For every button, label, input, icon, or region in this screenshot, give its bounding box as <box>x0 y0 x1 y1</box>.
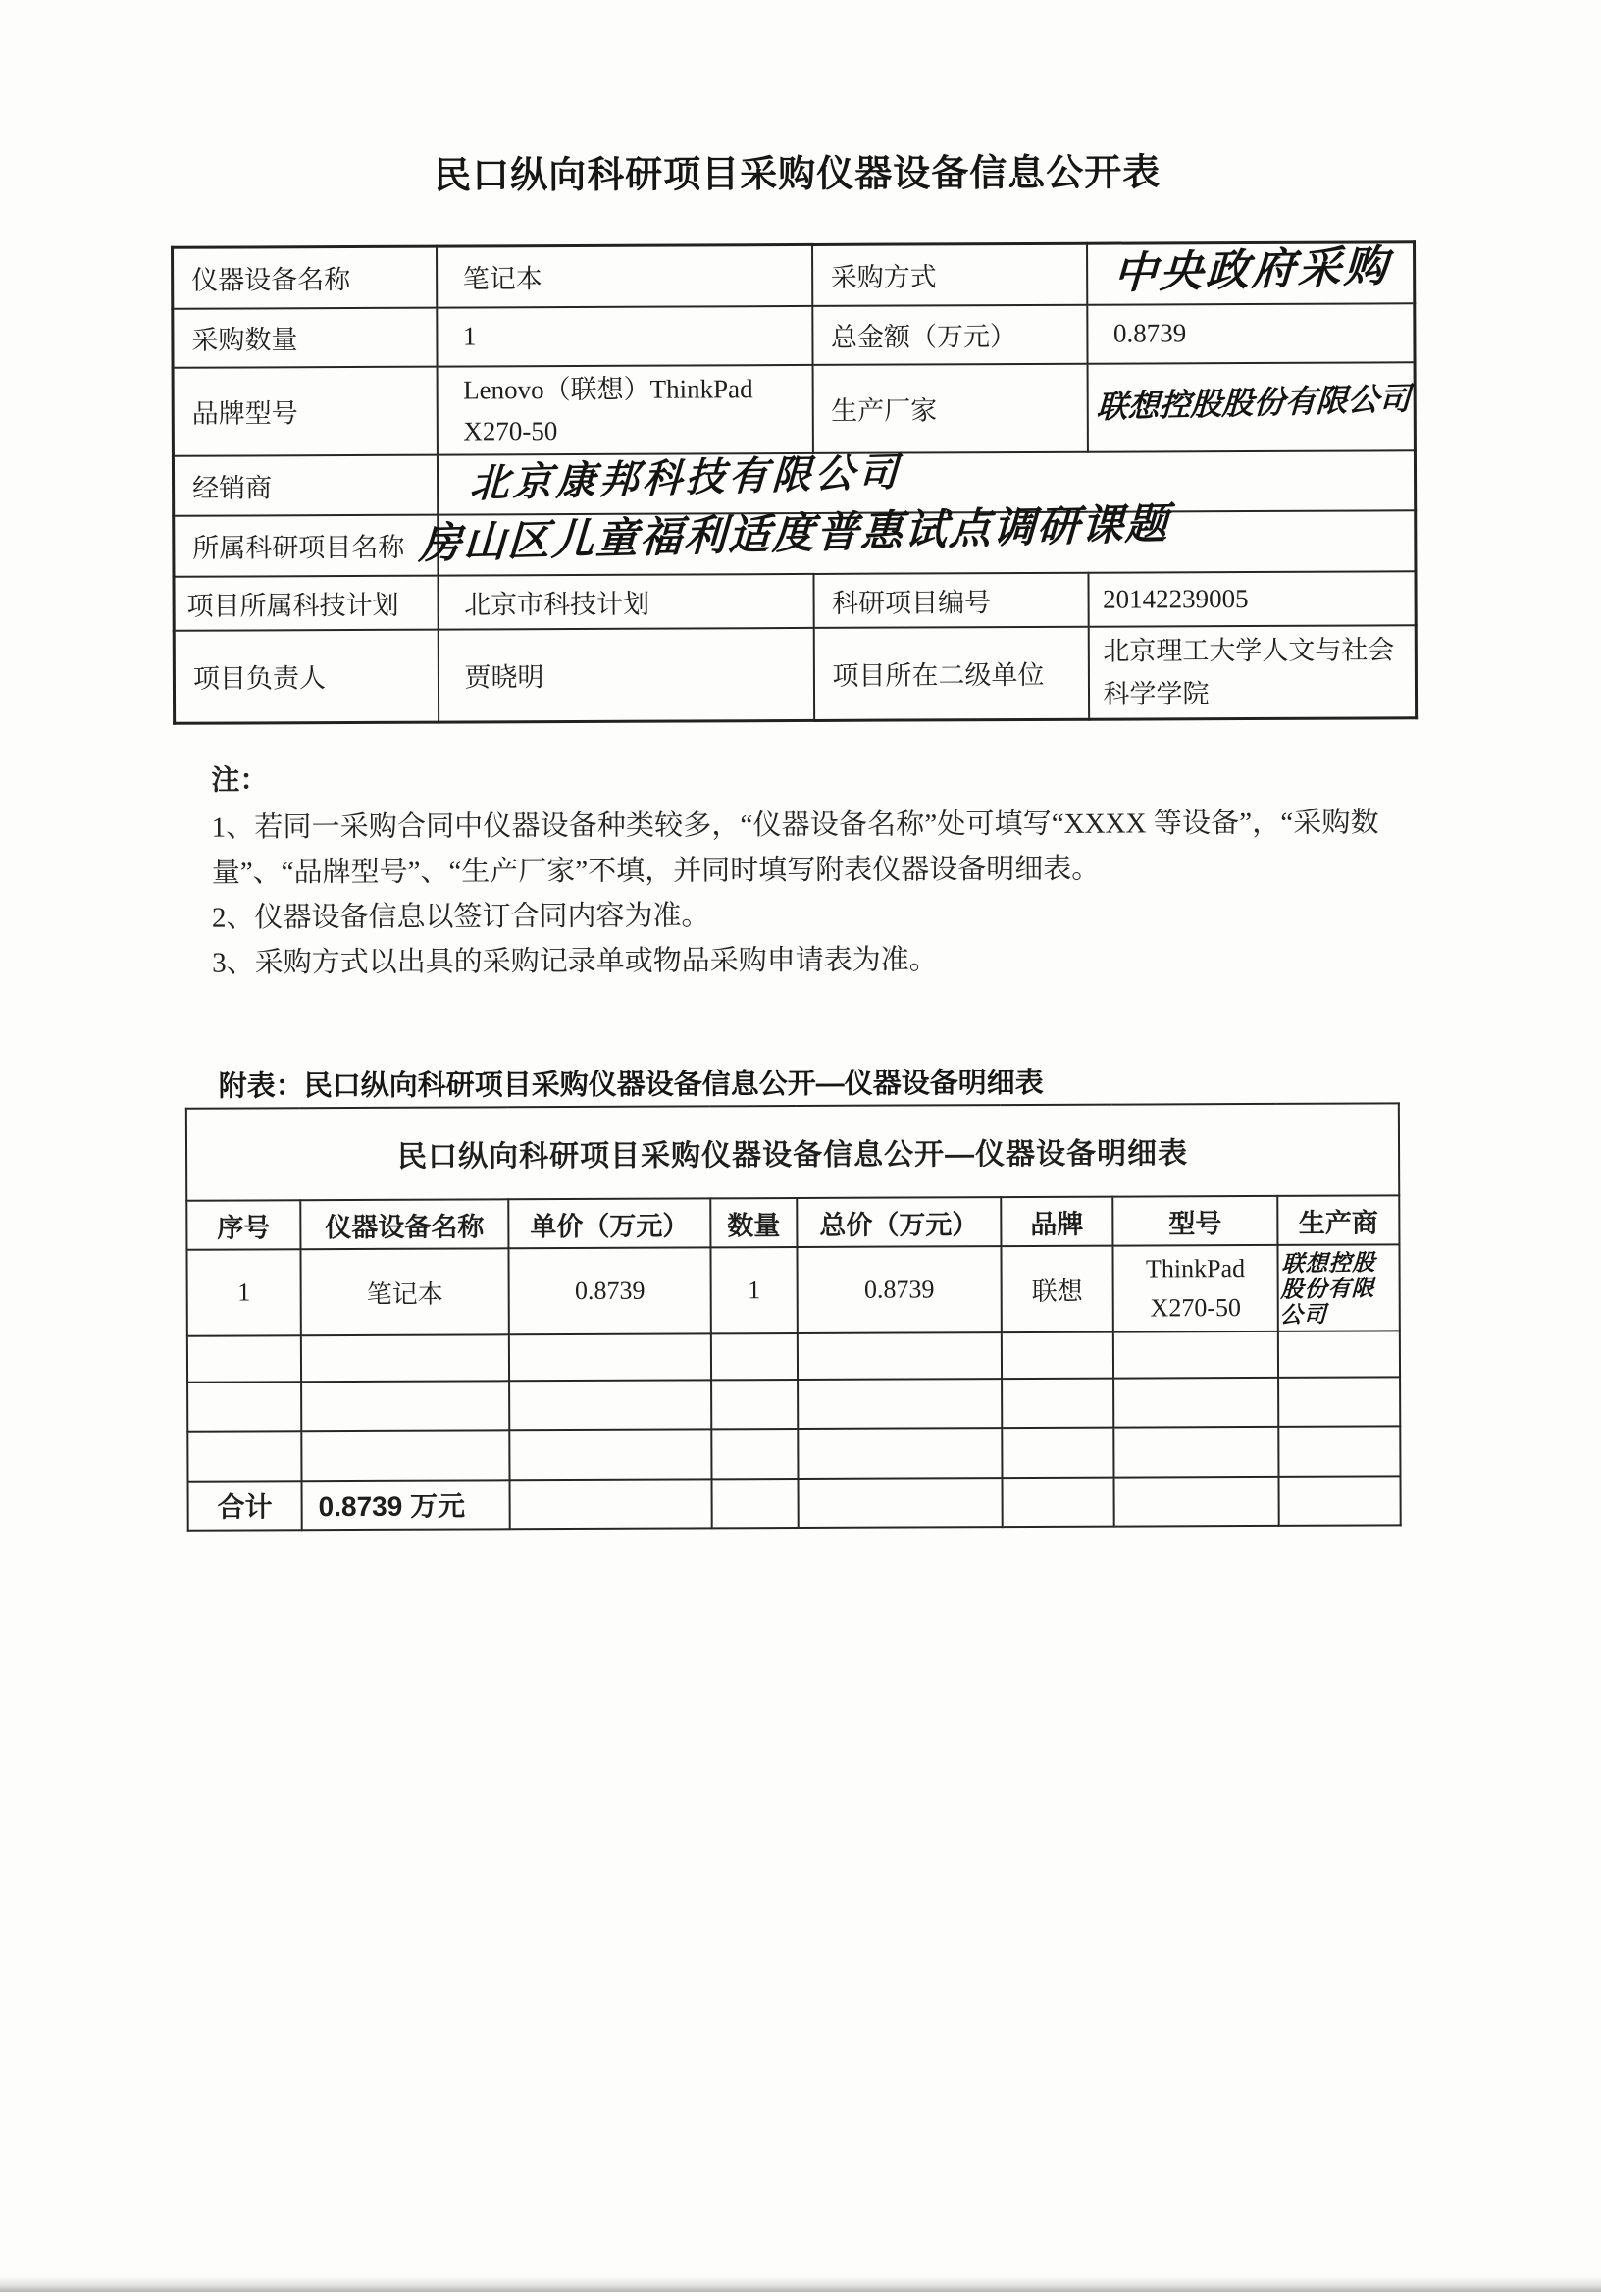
col-header-manufacturer: 生产商 <box>1277 1195 1399 1245</box>
notes-section <box>211 753 1379 985</box>
empty-cell <box>711 1333 798 1380</box>
total-value: 0.8739 万元 <box>302 1480 510 1530</box>
row-label: 项目负责人 <box>174 629 438 723</box>
main-row-brand-model <box>173 362 1415 456</box>
row-label: 科研项目编号 <box>813 572 1088 627</box>
row-value: 北京市科技计划 <box>438 573 813 629</box>
row-value: Lenovo（联想）ThinkPad X270-50 <box>437 364 812 454</box>
row-label: 项目所在二级单位 <box>813 626 1088 720</box>
detail-total-row <box>188 1476 1401 1530</box>
empty-cell <box>1002 1428 1113 1478</box>
row-value: 20142239005 <box>1088 571 1416 626</box>
col-header-qty: 数量 <box>710 1198 797 1247</box>
empty-cell <box>1002 1332 1113 1379</box>
row-label: 经销商 <box>173 454 437 515</box>
empty-cell <box>798 1332 1002 1380</box>
main-info-table <box>171 240 1418 725</box>
note-item-3: 3、采购方式以出具的采购记录单或物品采购申请表为准。 <box>212 944 938 979</box>
page-title: 民口纵向科研项目采购仪器设备信息公开表 <box>434 152 1162 197</box>
empty-cell <box>711 1429 798 1479</box>
row-label: 总金额（万元） <box>812 304 1087 364</box>
notes-label: 注： <box>211 764 269 797</box>
row-value-handwritten <box>437 450 1415 514</box>
row-label: 生产厂家 <box>812 363 1087 452</box>
col-header-no: 序号 <box>186 1200 300 1250</box>
main-row-dealer <box>173 450 1415 516</box>
empty-cell <box>301 1381 509 1431</box>
cell-total-price: 0.8739 <box>797 1246 1001 1333</box>
cell-brand: 联想 <box>1001 1246 1112 1332</box>
cell-qty: 1 <box>710 1247 797 1333</box>
row-value: 贾晓明 <box>438 627 813 722</box>
empty-cell <box>798 1379 1002 1429</box>
empty-cell <box>711 1380 798 1429</box>
detail-table-header-row <box>186 1195 1399 1249</box>
detail-empty-row <box>187 1377 1400 1431</box>
detail-table-title: 民口纵向科研项目采购仪器设备信息公开—仪器设备明细表 <box>186 1103 1399 1200</box>
row-value: 笔记本 <box>437 244 812 307</box>
row-label: 所属科研项目名称 <box>174 514 438 576</box>
main-row-equipment-name <box>173 242 1415 309</box>
detail-empty-row <box>187 1426 1400 1481</box>
empty-cell <box>301 1430 509 1481</box>
empty-cell <box>509 1380 711 1430</box>
empty-cell <box>798 1478 1002 1528</box>
note-item-2: 2、仪器设备信息以签订合同内容为准。 <box>211 900 710 934</box>
cell-no: 1 <box>186 1249 300 1336</box>
empty-cell <box>1113 1427 1278 1478</box>
handwritten-manufacturer: 联想控股股份有限公司 <box>1095 379 1411 426</box>
detail-table-title-row <box>186 1103 1399 1200</box>
empty-cell <box>1113 1378 1278 1428</box>
empty-cell <box>1002 1478 1113 1527</box>
cell-model: ThinkPad X270-50 <box>1112 1245 1277 1332</box>
row-value-handwritten <box>1087 242 1415 304</box>
main-row-leader <box>174 625 1416 724</box>
empty-cell <box>1278 1377 1400 1427</box>
row-label: 项目所属科技计划 <box>174 575 438 630</box>
main-row-project-name <box>174 510 1416 577</box>
col-header-unit-price: 单价（万元） <box>508 1198 710 1248</box>
empty-cell <box>1278 1426 1400 1477</box>
empty-cell <box>187 1431 301 1482</box>
row-value: 1 <box>437 305 812 366</box>
handwritten-manufacturer-detail: 联想控股股份有限公司 <box>1279 1249 1377 1329</box>
empty-cell <box>301 1334 509 1382</box>
empty-cell <box>798 1428 1002 1479</box>
handwritten-purchase-method: 中央政府采购 <box>1111 240 1391 299</box>
main-row-program <box>174 571 1416 631</box>
main-row-quantity <box>173 303 1415 368</box>
empty-cell <box>187 1382 301 1432</box>
empty-cell <box>187 1335 301 1383</box>
cell-unit-price: 0.8739 <box>508 1247 710 1334</box>
appendix-heading: 附表：民口纵向科研项目采购仪器设备信息公开—仪器设备明细表 <box>218 1067 1044 1103</box>
cell-manufacturer-handwritten <box>1277 1244 1399 1331</box>
col-header-name: 仪器设备名称 <box>300 1199 508 1249</box>
col-header-brand: 品牌 <box>1001 1197 1112 1246</box>
empty-cell <box>1278 1476 1400 1526</box>
col-header-total-price: 总价（万元） <box>797 1197 1001 1247</box>
row-label: 采购方式 <box>812 243 1087 305</box>
cell-name: 笔记本 <box>300 1248 508 1335</box>
detail-empty-row <box>187 1331 1400 1382</box>
empty-cell <box>509 1429 711 1480</box>
empty-cell <box>510 1479 712 1529</box>
detail-table <box>185 1102 1402 1531</box>
empty-cell <box>1113 1331 1278 1379</box>
row-value: 北京理工大学人文与社会科学学院 <box>1088 625 1416 719</box>
row-label: 仪器设备名称 <box>173 246 437 308</box>
col-header-model: 型号 <box>1112 1196 1277 1246</box>
row-value-handwritten <box>1087 362 1415 451</box>
empty-cell <box>509 1333 711 1381</box>
empty-cell <box>1002 1379 1113 1428</box>
detail-data-row-1 <box>186 1244 1399 1335</box>
row-value: 0.8739 <box>1087 303 1415 363</box>
empty-cell <box>711 1479 798 1528</box>
total-label: 合计 <box>188 1481 302 1531</box>
handwritten-dealer: 北京康邦科技有限公司 <box>468 448 903 507</box>
handwritten-project-name: 房山区儿童福利适度普惠试点调研课题 <box>417 498 1170 569</box>
row-label: 采购数量 <box>173 307 437 367</box>
empty-cell <box>1278 1331 1400 1378</box>
row-label: 品牌型号 <box>173 366 437 455</box>
empty-cell <box>1113 1477 1278 1527</box>
note-item-1: 1、若同一采购合同中仪器设备种类较多，“仪器设备名称”处可填写“XXXX 等设备”，“采购数量”、“品牌型号”、“生产厂家”不填，并同时填写附表仪器设备明细表。 <box>211 807 1379 889</box>
row-value-handwritten <box>417 498 1416 575</box>
